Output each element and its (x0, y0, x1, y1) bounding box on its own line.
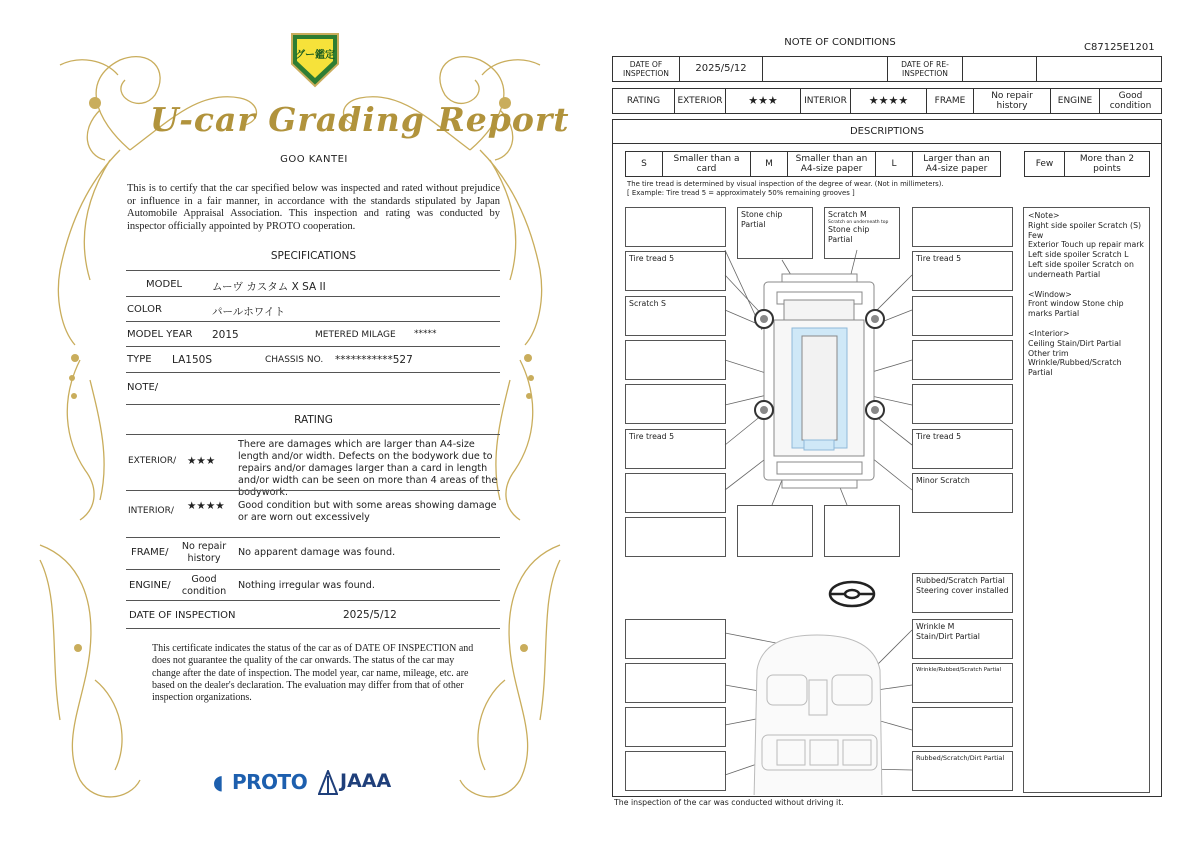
steering-wheel-icon (830, 582, 874, 606)
callout-steering (912, 573, 1013, 613)
divider (126, 270, 500, 271)
color-label: COLOR (127, 304, 162, 315)
legend-text: More than 2 points (1064, 151, 1150, 177)
frame-value: No repair history (181, 541, 227, 564)
divider (126, 628, 500, 629)
legend-code: M (750, 151, 788, 177)
mileage-value: ***** (414, 329, 437, 339)
frame-value: No repair history (973, 88, 1051, 114)
note-item: Exterior Touch up repair mark (1028, 240, 1144, 250)
callout-steering-2: Steering cover installed (916, 585, 1009, 595)
callout-box (625, 473, 726, 513)
window-heading: <Window> (1028, 289, 1072, 299)
specifications-heading: SPECIFICATIONS (270, 250, 357, 262)
callout-box (912, 384, 1013, 424)
callout-box (625, 619, 726, 659)
legend-text: Smaller than an A4-size paper (787, 151, 876, 177)
callout-minor-scratch: Minor Scratch (912, 473, 1013, 513)
interior-stars: ★★★★ (850, 88, 927, 114)
note-item: Right side spoiler Scratch (S) Few (1028, 220, 1142, 240)
callout-tire-rear-left: Tire tread 5 (625, 429, 726, 469)
callout-wrinkle (912, 619, 1013, 659)
divider (126, 372, 500, 373)
divider (126, 569, 500, 570)
empty-cell (1036, 56, 1162, 82)
descriptions-heading: DESCRIPTIONS (612, 119, 1162, 144)
mileage-label: METERED MILAGE (315, 330, 396, 340)
divider (126, 321, 500, 322)
callout-scratch-s: Scratch S (625, 296, 726, 336)
proto-logo-icon: ◖ (213, 770, 224, 794)
engine-value: Good condition (181, 574, 227, 597)
callout-wrinkle-rubbed: Wrinkle/Rubbed/Scratch Partial (912, 663, 1013, 703)
type-value: LA150S (172, 354, 212, 366)
callout-scratch-m-detail: Stone chip Partial (828, 225, 870, 244)
callout-stone-chip: Stone chip Partial (737, 207, 813, 259)
exterior-description: There are damages which are larger than A4-size length and/or width. Defects on the bodywork due to repairs and/or damages larger than a card in length and/or width can be seen on more than 4 areas of the bodywork. (238, 439, 498, 498)
model-label: MODEL (146, 279, 183, 290)
callout-tire-front-left: Tire tread 5 (625, 251, 726, 291)
rating-label: RATING (612, 88, 675, 114)
model-year-label: MODEL YEAR (127, 329, 193, 340)
note-item: Ceiling Stain/Dirt Partial (1028, 338, 1122, 348)
notes-panel (1023, 207, 1150, 793)
exterior-label: EXTERIOR (674, 88, 726, 114)
report-code: C87125E1201 (1084, 42, 1155, 53)
inspection-date-value: 2025/5/12 (343, 609, 397, 621)
callout-box (625, 707, 726, 747)
callout-box (625, 384, 726, 424)
legend-text: Larger than an A4-size paper (912, 151, 1001, 177)
callout-rear-seat: Rubbed/Scratch/Dirt Partial (912, 751, 1013, 791)
exterior-label: EXTERIOR/ (128, 456, 177, 466)
callout-wrinkle-2: Stain/Dirt Partial (916, 631, 980, 641)
divider (126, 434, 500, 435)
reinspection-date-label: DATE OF RE-INSPECTION (887, 56, 963, 82)
engine-value: Good condition (1099, 88, 1162, 114)
conditions-title: NOTE OF CONDITIONS (784, 37, 896, 48)
legend-text: Smaller than a card (662, 151, 751, 177)
callout-box (737, 505, 813, 557)
divider (126, 346, 500, 347)
report-subtitle: GOO KANTEI (280, 154, 348, 165)
engine-label: ENGINE/ (129, 580, 171, 591)
tire-example: [ Example: Tire tread 5 = approximately 50% remaining grooves ] (627, 189, 855, 197)
inspection-date-value: 2025/5/12 (679, 56, 763, 82)
callout-box (625, 207, 726, 247)
callout-box (625, 663, 726, 703)
frame-description: No apparent damage was found. (238, 547, 396, 558)
divider (126, 537, 500, 538)
exterior-stars: ★★★ (187, 455, 216, 467)
callout-wrinkle-1: Wrinkle M (916, 622, 955, 631)
certificate-intro: This is to certify that the car specified below was inspected and rated without prejudice or influence in a fair manner, in accordance with the standards stipulated by Japan Automobile Appraisal Association. This inspection and rating was conducted by inspector officially appointed by PROTO cooperation. (127, 183, 500, 232)
rating-heading: RATING (294, 414, 333, 426)
divider (126, 600, 500, 601)
callout-steering-1: Rubbed/Scratch Partial (916, 576, 1005, 585)
callout-scratch-m (824, 207, 900, 259)
callout-tire-rear-right: Tire tread 5 (912, 429, 1013, 469)
reinspection-date-value (962, 56, 1037, 82)
divider (126, 296, 500, 297)
callout-box (625, 340, 726, 380)
callout-scratch-m-title: Scratch M (828, 210, 867, 219)
note-label: NOTE/ (127, 382, 159, 393)
note-item: Front window Stone chip marks Partial (1028, 299, 1124, 319)
chassis-value: ***********527 (335, 354, 413, 366)
callout-box (625, 751, 726, 791)
divider (126, 404, 500, 405)
badge-label: グー鑑定 (295, 50, 335, 61)
callout-box (912, 340, 1013, 380)
conditions-footer: The inspection of the car was conducted without driving it. (614, 798, 844, 807)
inspection-date-label: DATE OF INSPECTION (129, 610, 236, 621)
jaaa-logo-icon (318, 770, 338, 796)
note-item: Left side spoiler Scratch L (1028, 250, 1129, 260)
interior-description: Good condition but with some areas showing damage or are worn out excessively (238, 500, 497, 523)
empty-cell (762, 56, 888, 82)
frame-label: FRAME/ (131, 547, 169, 558)
note-item: Left side spoiler Scratch on underneath Partial (1028, 259, 1134, 279)
model-value: ムーヴ カスタム X SA II (212, 281, 326, 293)
note-item: Wrinkle/Rubbed/Scratch Partial (1028, 358, 1122, 378)
divider (126, 490, 500, 491)
legend-code: L (875, 151, 913, 177)
chassis-label: CHASSIS NO. (265, 355, 324, 365)
model-year-value: 2015 (212, 329, 239, 341)
legend-code: Few (1024, 151, 1065, 177)
proto-logo: PROTO (232, 770, 308, 794)
legend-code: S (625, 151, 663, 177)
engine-description: Nothing irregular was found. (238, 580, 375, 591)
inspection-date-label: DATE OF INSPECTION (612, 56, 680, 82)
notes-heading: <Note> (1028, 211, 1060, 220)
note-item: Other trim (1028, 348, 1069, 358)
frame-label: FRAME (926, 88, 974, 114)
interior-heading: <Interior> (1028, 328, 1070, 338)
callout-box (912, 296, 1013, 336)
report-title: U-car Grading Report (150, 100, 570, 139)
callout-box (912, 207, 1013, 247)
callout-scratch-m-sub: Scratch on underneath top (828, 219, 889, 225)
interior-label: INTERIOR/ (128, 506, 174, 516)
callout-box (912, 707, 1013, 747)
color-value: パールホワイト (212, 306, 285, 318)
tire-note: The tire tread is determined by visual inspection of the degree of wear. (Not in millimeters). (627, 180, 944, 188)
callout-box (625, 517, 726, 557)
callout-box (824, 505, 900, 557)
interior-stars: ★★★★ (187, 500, 225, 512)
interior-label: INTERIOR (800, 88, 851, 114)
exterior-stars: ★★★ (725, 88, 801, 114)
certificate-footer: This certificate indicates the status of the car as of DATE OF INSPECTION and does not guarantee the quality of the car onwards. The status of the car may change after the date of inspection. The model year, car name, mileage, etc. are based on the dealer's declaration. The evaluation may differ from that of other inspection organizations. (152, 643, 474, 704)
engine-label: ENGINE (1050, 88, 1100, 114)
type-label: TYPE (127, 354, 152, 365)
jaaa-logo: JAAA (340, 770, 392, 792)
goo-kantei-badge (288, 30, 342, 90)
callout-tire-front-right: Tire tread 5 (912, 251, 1013, 291)
